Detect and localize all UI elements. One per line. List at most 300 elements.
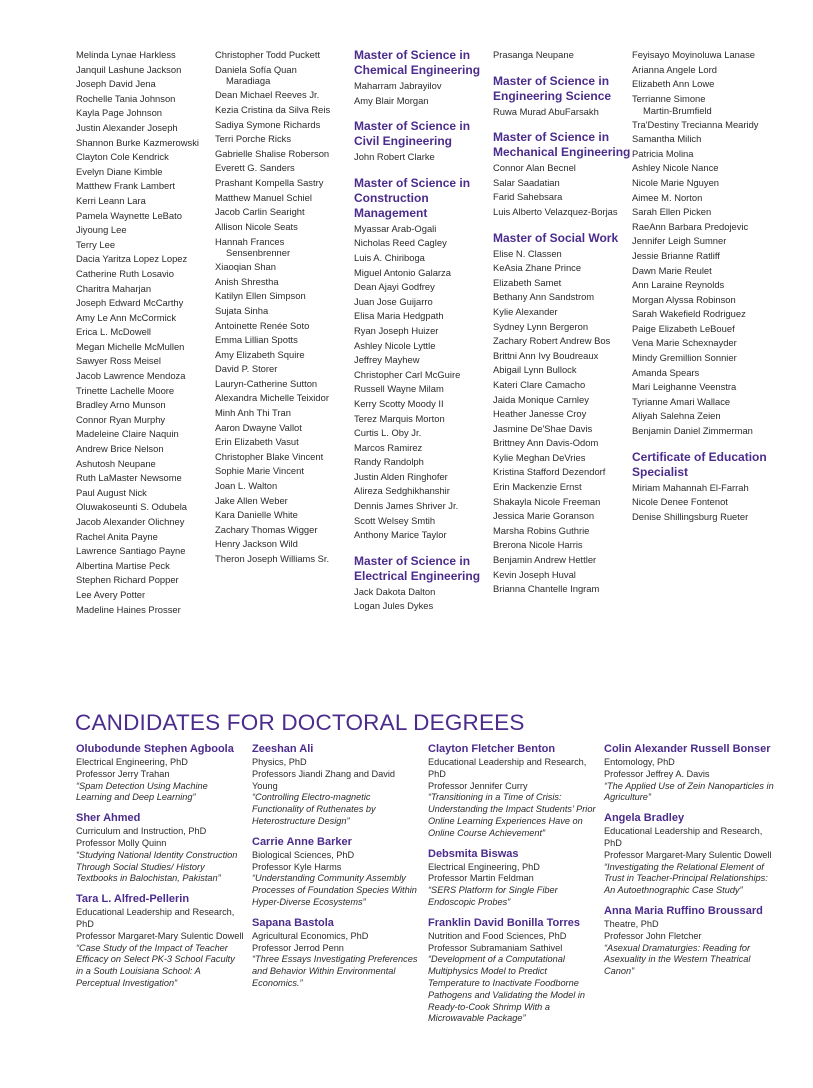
graduate-name-text: Patricia Molina: [632, 147, 694, 159]
dissertation-title: “SERS Platform for Single Fiber Endoscopic Probes”: [428, 885, 558, 907]
graduate-name-text: Prasanga Neupane: [493, 49, 574, 60]
graduate-name: [493, 363, 633, 378]
candidate-name: Angela Bradley: [604, 812, 685, 825]
graduate-name-text: Ashley Nicole Nance: [632, 162, 719, 174]
doctoral-column-2: [252, 743, 420, 998]
graduate-name: [215, 234, 355, 260]
graduate-name: [493, 261, 633, 276]
graduate-name: [76, 340, 216, 355]
dissertation-title: “Transitioning in a Time of Crisis: Understanding the Impact Students’ Prior Online Learning Experiences Have on Online Course Achievement”: [428, 792, 596, 838]
graduate-name-text: Clayton Cole Kendrick: [76, 151, 169, 163]
graduate-name: [76, 559, 216, 574]
graduate-name-text: Janquil Lashune Jackson: [76, 63, 182, 75]
graduate-name-text: Tyrianne Amari Wallace: [632, 395, 731, 407]
graduate-name-text: Pamela Waynette LeBato: [76, 209, 182, 221]
graduate-name: [354, 324, 494, 339]
graduate-name: [632, 293, 772, 308]
graduate-name: [493, 393, 633, 408]
doctoral-candidate: [76, 812, 244, 885]
dissertation-title: “Controlling Electro-magnetic Functionality of Ruthenates by Heterostructure Design”: [252, 792, 376, 826]
graduate-name: [354, 295, 494, 310]
graduate-name-text: Arianna Angele Lord: [632, 63, 717, 75]
graduate-name: [493, 436, 633, 451]
graduate-name-text: Aimee M. Norton: [632, 191, 703, 203]
graduate-name-text: Anish Shrestha: [215, 275, 279, 287]
graduate-name: [76, 530, 216, 545]
graduate-name: [76, 267, 216, 282]
graduate-name-text: Sydney Lynn Bergeron: [493, 320, 589, 332]
graduate-name-text: Shannon Burke Kazmerowski: [76, 136, 199, 148]
graduate-name-text: Prashant Kompella Sastry: [215, 176, 324, 188]
candidate-name: Sher Ahmed: [76, 812, 141, 825]
graduate-name-text: Alireza Sedghikhanshir: [354, 485, 450, 497]
graduate-name: [215, 48, 355, 63]
candidate-professor: Professor Jeffrey A. Davis: [604, 768, 710, 779]
graduate-name-text: Minh Anh Thi Tran: [215, 407, 291, 419]
candidate-name: Zeeshan Ali: [252, 743, 314, 755]
candidate-name: Franklin David Bonilla Torres: [428, 916, 580, 929]
graduate-name: [493, 334, 633, 349]
graduate-name-text: Albertina Martise Peck: [76, 559, 170, 571]
graduate-name: [215, 479, 355, 494]
graduate-name-text: Brerona Nicole Harris: [493, 539, 583, 551]
graduate-name: [354, 368, 494, 383]
graduate-name: [215, 275, 355, 290]
graduate-name: [632, 409, 772, 424]
graduate-name: [632, 92, 772, 118]
graduate-name: [354, 528, 494, 543]
graduate-name: [632, 249, 772, 264]
graduate-name-text: Sadiya Symone Richards: [215, 118, 321, 130]
graduate-name-text: Bethany Ann Sandstrom: [493, 291, 595, 303]
graduate-name: [354, 585, 494, 600]
graduate-name-text: Zachary Robert Andrew Bos: [493, 335, 611, 347]
program-heading-construction-management: Master of Science in Construction Management: [354, 175, 471, 220]
graduate-name: [215, 362, 355, 377]
graduate-name-text: Megan Michelle McMullen: [76, 340, 185, 352]
graduate-name: [215, 348, 355, 363]
graduate-name-text: Marcos Ramirez: [354, 441, 423, 453]
graduate-name-text: Christopher Carl McGuire: [354, 368, 461, 380]
graduate-name: [354, 280, 494, 295]
graduate-name-text: Juan Jose Guijarro: [354, 295, 433, 307]
graduate-name-text: Lauryn-Catherine Sutton: [215, 377, 318, 389]
graduate-name-text: Jacob Alexander Olichney: [76, 516, 185, 527]
graduate-name-text: Kristina Stafford Dezendorf: [493, 466, 606, 478]
graduate-name: [632, 77, 772, 92]
graduate-name: [493, 320, 633, 335]
graduate-name-text: Elizabeth Ann Lowe: [632, 78, 715, 90]
graduate-name: [354, 94, 494, 109]
graduate-name: [76, 63, 216, 78]
graduate-name-text: Dacia Yaritza Lopez Lopez: [76, 253, 188, 265]
graduate-name-text: Connor Ryan Murphy: [76, 413, 166, 425]
graduate-name: [354, 251, 494, 266]
graduate-name: [354, 397, 494, 412]
graduate-name: [493, 176, 633, 191]
names-column-2: [215, 48, 355, 567]
graduate-name: [632, 161, 772, 176]
graduate-name-text: Henry Jackson Wild: [215, 538, 298, 550]
graduate-name: [493, 205, 633, 220]
candidate-degree: Electrical Engineering, PhD: [428, 861, 540, 872]
graduate-name: [632, 48, 772, 63]
graduate-name: [76, 500, 216, 515]
graduate-name: [215, 421, 355, 436]
graduate-name-text: Matthew Frank Lambert: [76, 180, 175, 192]
graduate-name-text: Myassar Arab-Ogali: [354, 222, 437, 234]
graduate-name-text: Connor Alan Becnel: [493, 162, 576, 174]
candidate-name: Colin Alexander Russell Bonser: [604, 743, 771, 755]
candidate-name: Olubodunde Stephen Agboola: [76, 743, 234, 755]
graduate-name-text: Ann Laraine Reynolds: [632, 279, 725, 291]
graduate-name-text: Miriam Mahannah El-Farrah: [632, 481, 749, 493]
graduate-name-text: Ashutosh Neupane: [76, 457, 156, 469]
graduate-name: [215, 88, 355, 103]
graduate-name-text: Terez Marquis Morton: [354, 412, 445, 424]
graduate-name-text: Jiyoung Lee: [76, 224, 127, 236]
graduate-name-text: Denise Shillingsburg Rueter: [632, 510, 749, 522]
graduate-name: [76, 457, 216, 472]
graduate-name-text: Terrianne Simone: [632, 93, 706, 105]
doctoral-candidate: [604, 743, 776, 804]
graduate-name-text: Rochelle Tania Johnson: [76, 92, 176, 104]
graduate-name: [76, 384, 216, 399]
graduate-name: [354, 79, 494, 94]
candidate-degree: Agricultural Economics, PhD: [252, 930, 369, 941]
doctoral-column-1: [76, 743, 244, 998]
graduate-name-text: Madeleine Claire Naquin: [76, 428, 179, 440]
candidate-name: Sapana Bastola: [252, 916, 334, 929]
graduate-name-text: Ashley Nicole Lyttle: [354, 339, 436, 351]
graduate-name: [493, 480, 633, 495]
graduate-name-text: Jack Dakota Dalton: [354, 585, 436, 597]
graduate-name: [76, 486, 216, 501]
graduate-name: [354, 236, 494, 251]
graduate-name: [76, 194, 216, 209]
graduate-name-text: Gabrielle Shalise Roberson: [215, 147, 330, 159]
candidate-degree: Physics, PhD: [252, 757, 307, 767]
graduate-name-text: Amanda Spears: [632, 366, 700, 378]
dissertation-title: “Spam Detection Using Machine Learning and Deep Learning”: [76, 780, 208, 803]
graduate-name-text: Scott Welsey Smtih: [354, 514, 436, 526]
candidate-professor: Professor Margaret-Mary Sulentic Dowell: [604, 849, 772, 860]
graduate-name: [632, 336, 772, 351]
graduate-name: [76, 442, 216, 457]
graduate-name: [493, 465, 633, 480]
graduate-name-text: Alexandra Michelle Teixidor: [215, 392, 329, 404]
graduate-name: [493, 290, 633, 305]
graduate-name: [493, 582, 633, 597]
graduate-name-text: Samantha Milich: [632, 133, 702, 145]
graduate-name: [76, 515, 216, 530]
doctoral-section-title: CANDIDATES FOR DOCTORAL DEGREES: [75, 710, 525, 735]
graduate-name-text: Madeline Haines Prosser: [76, 603, 181, 615]
candidate-name: Debsmita Biswas: [428, 847, 519, 860]
graduate-name-text: Sujata Sinha: [215, 304, 269, 316]
graduate-name-text: Farid Sahebsara: [493, 191, 563, 203]
graduate-name-text: Jeffrey Mayhew: [354, 354, 420, 366]
graduate-name: [493, 105, 633, 120]
graduate-name-text: Sawyer Ross Meisel: [76, 355, 161, 367]
graduate-name-text: Andrew Brice Nelson: [76, 443, 164, 455]
graduate-name: [76, 150, 216, 165]
graduate-name-text: Allison Nicole Seats: [215, 220, 298, 232]
graduate-name: [493, 349, 633, 364]
graduate-name: [215, 260, 355, 275]
doctoral-candidate: [76, 743, 244, 804]
graduate-name: [215, 147, 355, 162]
graduate-name-text: Logan Jules Dykes: [354, 600, 434, 612]
graduate-name-text: Aliyah Salehna Zeien: [632, 410, 721, 422]
dissertation-title: “Investigating the Relational Element of Trust in Teacher-Principal Relationships: An Autoethnographic Case Study”: [604, 861, 768, 896]
graduate-name: [354, 222, 494, 237]
graduate-name: [215, 132, 355, 147]
program-heading-mechanical-engineering: Master of Science in Mechanical Engineering: [493, 130, 631, 160]
candidate-degree: Educational Leadership and Research, PhD: [76, 907, 235, 929]
graduate-name: [354, 266, 494, 281]
graduate-name: [76, 136, 216, 151]
graduate-name: [632, 191, 772, 206]
graduate-name-text: Benjamin Andrew Hettler: [493, 554, 597, 566]
dissertation-title: “Understanding Community Assembly Processes of Foundation Species Within Hyper-Diverse Ecosystems”: [252, 873, 417, 907]
graduate-name: [493, 524, 633, 539]
graduate-name: [76, 573, 216, 588]
graduate-name: [215, 289, 355, 304]
graduate-name-text: Lawrence Santiago Payne: [76, 545, 186, 557]
graduate-name: [493, 553, 633, 568]
graduate-name-text: Christopher Blake Vincent: [215, 450, 324, 462]
graduate-name-text: Terry Lee: [76, 238, 116, 250]
graduate-name-text: Hannah Frances: [215, 235, 285, 247]
dissertation-title: “Development of a Computational Multiphysics Model to Predict Temperature to Inactivate Foodborne Pathogens and Validating the Model in Ready-to-Cook Shrimp With a Microwavable Package”: [428, 954, 585, 1024]
candidate-name: Tara L. Alfred-Pellerin: [76, 893, 190, 906]
name-continuation: Sensenbrenner: [226, 247, 291, 259]
graduate-name: [632, 380, 772, 395]
doctoral-candidate: [428, 743, 596, 840]
graduate-name: [632, 322, 772, 337]
graduate-name-text: Jasmine De'Shae Davis: [493, 422, 593, 434]
graduate-name-text: Jacob Carlin Searight: [215, 206, 305, 218]
graduate-name-text: Kevin Joseph Huval: [493, 568, 576, 580]
candidate-professor: Professor Molly Quinn: [76, 837, 167, 848]
graduate-name: [493, 407, 633, 422]
candidate-professor: Professor Jerrod Penn: [252, 942, 344, 953]
graduate-name-text: Theron Joseph Williams Sr.: [215, 553, 330, 564]
graduate-name-text: Kayla Page Johnson: [76, 107, 163, 119]
graduate-name-text: Jaida Monique Carnley: [493, 393, 589, 405]
graduate-name: [632, 481, 772, 496]
program-heading-chemical-engineering: Master of Science in Chemical Engineering: [354, 48, 481, 77]
graduate-name: [215, 406, 355, 421]
graduate-name-text: Brianna Chantelle Ingram: [493, 583, 600, 595]
graduate-name-text: Stephen Richard Popper: [76, 574, 179, 586]
graduate-name: [354, 382, 494, 397]
graduate-name-text: Evelyn Diane Kimble: [76, 165, 163, 177]
graduate-name-text: Terri Porche Ricks: [215, 133, 292, 145]
name-continuation: Maradiaga: [226, 75, 271, 87]
doctoral-candidate: [428, 917, 596, 1025]
graduate-name-text: Kara Danielle White: [215, 509, 298, 521]
graduate-name: [354, 150, 494, 165]
graduate-name: [632, 234, 772, 249]
graduate-name: [354, 599, 494, 614]
graduate-name-text: Luis A. Chiriboga: [354, 251, 425, 263]
graduate-name-text: Elisa Maria Hedgpath: [354, 310, 444, 322]
graduate-name-text: Abigail Lynn Bullock: [493, 364, 577, 376]
graduate-name: [354, 426, 494, 441]
graduate-name: [493, 161, 633, 176]
graduate-name: [76, 92, 216, 107]
graduate-name: [493, 378, 633, 393]
graduate-name-text: Jacob Lawrence Mendoza: [76, 370, 186, 382]
graduate-name-text: Oluwakoseunti S. Odubela: [76, 501, 188, 513]
dissertation-title: “Asexual Dramaturgies: Reading for Asexuality in the Western Theatrical Canon”: [604, 942, 751, 977]
graduate-name-text: Erica L. McDowell: [76, 326, 152, 338]
graduate-name: [354, 514, 494, 529]
graduate-name-text: Erin Mackenzie Ernst: [493, 481, 582, 493]
graduate-name-text: Jake Allen Weber: [215, 494, 288, 506]
graduate-name-text: Feyisayo Moyinoluwa Lanase: [632, 49, 755, 60]
graduate-name-text: Ryan Joseph Huizer: [354, 324, 439, 336]
graduate-name-text: Rachel Anita Payne: [76, 530, 158, 542]
graduate-name-text: Everett G. Sanders: [215, 162, 295, 174]
graduate-name-text: Xiaoqian Shan: [215, 261, 276, 273]
candidate-professor: Professors Jiandi Zhang and David Young: [252, 768, 395, 791]
graduate-name: [76, 369, 216, 384]
graduate-name: [354, 484, 494, 499]
graduate-name: [215, 191, 355, 206]
graduate-name-text: Zachary Thomas Wigger: [215, 523, 318, 535]
graduate-name: [76, 471, 216, 486]
candidate-degree: Curriculum and Instruction, PhD: [76, 826, 207, 837]
graduate-name: [632, 278, 772, 293]
graduate-name: [76, 121, 216, 136]
graduate-name-text: RaeAnn Barbara Predojevic: [632, 220, 749, 232]
graduate-name: [76, 282, 216, 297]
names-column-4: [493, 48, 633, 597]
graduate-name: [215, 508, 355, 523]
graduate-name-text: Sophie Marie Vincent: [215, 465, 304, 477]
graduate-name: [76, 106, 216, 121]
graduate-name: [76, 209, 216, 224]
graduate-name-text: Amy Le Ann McCormick: [76, 311, 177, 323]
graduate-name: [632, 147, 772, 162]
graduate-name-text: Maharram Jabrayilov: [354, 80, 442, 91]
graduate-name: [215, 494, 355, 509]
doctoral-candidate: [604, 905, 776, 978]
graduate-name: [76, 77, 216, 92]
graduate-name: [215, 537, 355, 552]
doctoral-candidate: [252, 836, 420, 909]
graduate-name: [215, 205, 355, 220]
graduate-name-text: Amy Elizabeth Squire: [215, 348, 305, 360]
graduate-name-text: Ruwa Murad AbuFarsakh: [493, 105, 599, 117]
program-heading-social-work: Master of Social Work: [493, 230, 619, 245]
graduate-name-text: Luis Alberto Velazquez-Borjas: [493, 205, 618, 217]
doctoral-candidate: [604, 812, 776, 897]
graduate-name: [215, 450, 355, 465]
graduate-name-text: Paul August Nick: [76, 486, 147, 498]
graduate-name: [493, 495, 633, 510]
graduate-name-text: Nicole Denee Fontenot: [632, 496, 728, 508]
graduate-name-text: Justin Alexander Joseph: [76, 121, 178, 133]
names-column-3: [354, 48, 494, 614]
graduate-name: [632, 351, 772, 366]
graduate-name: [354, 353, 494, 368]
graduate-name-text: Kezia Cristina da Silva Reis: [215, 103, 331, 115]
graduate-name-text: David P. Storer: [215, 363, 278, 375]
graduate-name-text: Shakayla Nicole Freeman: [493, 495, 601, 507]
doctoral-candidate: [76, 893, 244, 990]
graduate-name: [215, 220, 355, 235]
graduate-name: [215, 333, 355, 348]
graduate-name-text: Elizabeth Samet: [493, 276, 562, 288]
program-heading-civil-engineering: Master of Science in Civil Engineering: [354, 119, 471, 149]
graduate-name: [493, 568, 633, 583]
graduate-name-text: Christopher Todd Puckett: [215, 49, 321, 60]
candidate-professor: Professor John Fletcher: [604, 930, 702, 941]
graduate-name-text: Mindy Gremillion Sonnier: [632, 352, 737, 364]
dissertation-title: “Case Study of the Impact of Teacher Efficacy on Select PK-3 School Faculty in a South Louisiana School: A Perceptual Investigation”: [76, 942, 235, 988]
graduate-name: [493, 509, 633, 524]
graduate-name-text: Vena Marie Schexnayder: [632, 337, 737, 349]
graduate-name-text: Aaron Dwayne Vallot: [215, 421, 302, 433]
candidate-professor: Professor Jennifer Curry: [428, 780, 528, 791]
graduate-name: [632, 510, 772, 525]
graduate-name: [76, 238, 216, 253]
name-continuation: Martin-Brumfield: [643, 104, 712, 116]
graduate-name: [493, 422, 633, 437]
graduate-name: [76, 179, 216, 194]
graduate-name-text: John Robert Clarke: [354, 151, 435, 163]
names-column-1: [76, 48, 216, 617]
graduate-name-text: Paige Elizabeth LeBouef: [632, 322, 735, 334]
graduate-name: [215, 523, 355, 538]
graduate-name: [354, 455, 494, 470]
doctoral-candidate: [252, 917, 420, 990]
graduate-name: [632, 205, 772, 220]
candidate-professor: Professor Margaret-Mary Sulentic Dowell: [76, 930, 244, 941]
graduate-name: [354, 499, 494, 514]
graduate-name-text: KeAsia Zhane Prince: [493, 262, 582, 274]
graduate-name: [76, 413, 216, 428]
graduate-name: [76, 354, 216, 369]
doctoral-column-3: [428, 743, 596, 1033]
graduate-name-text: Jessica Marie Goranson: [493, 510, 595, 522]
candidate-degree: Educational Leadership and Research, PhD: [428, 757, 587, 779]
graduate-name: [215, 103, 355, 118]
graduate-name-text: Matthew Manuel Schiel: [215, 191, 312, 203]
graduate-name-text: Miguel Antonio Galarza: [354, 266, 451, 278]
candidate-name: Anna Maria Ruffino Broussard: [604, 904, 763, 917]
graduate-name: [354, 339, 494, 354]
graduate-name: [215, 391, 355, 406]
graduate-name: [493, 247, 633, 262]
graduate-name: [632, 307, 772, 322]
graduate-name-text: Randy Randolph: [354, 456, 424, 468]
graduate-name-text: Morgan Alyssa Robinson: [632, 293, 736, 305]
graduate-name: [76, 48, 216, 63]
program-heading-engineering-science: Master of Science in Engineering Science: [493, 73, 612, 103]
candidate-degree: Educational Leadership and Research, PhD: [604, 826, 763, 848]
graduate-name-text: Elise N. Classen: [493, 247, 562, 259]
graduate-name: [632, 118, 772, 133]
graduate-name: [215, 63, 355, 89]
graduate-name-text: Erin Elizabeth Vasut: [215, 436, 299, 448]
graduate-name: [493, 276, 633, 291]
graduate-name-text: Kylie Meghan DeVries: [493, 451, 586, 463]
